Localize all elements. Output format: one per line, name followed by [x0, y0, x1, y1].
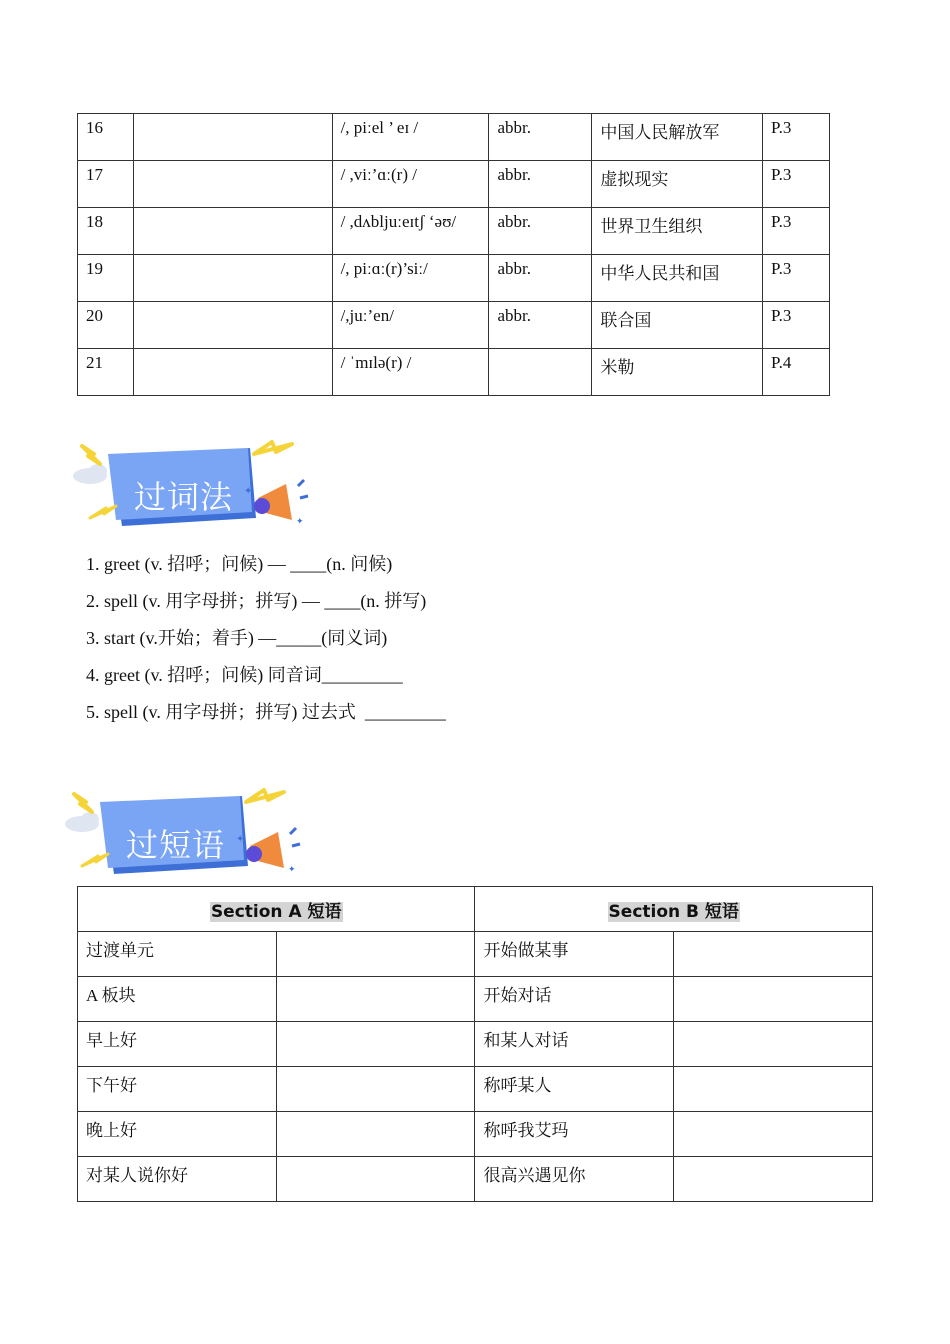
part-of-speech-cell: abbr.	[489, 114, 592, 161]
svg-text:✦: ✦	[288, 865, 296, 875]
phonetic-cell: /, piːel ’ eɪ /	[332, 114, 489, 161]
word-blank-cell[interactable]	[133, 302, 332, 349]
banner-phrases-title: 过短语	[126, 826, 226, 864]
section-b-answer-cell[interactable]	[674, 1067, 873, 1112]
svg-text:✦: ✦	[296, 517, 304, 527]
meaning-cell: 联合国	[592, 302, 763, 349]
section-a-answer-cell[interactable]	[276, 1022, 475, 1067]
phonetic-cell: / ,viː’ɑː(r) /	[332, 161, 489, 208]
part-of-speech-cell: abbr.	[489, 208, 592, 255]
table-row	[78, 114, 830, 161]
section-b-header: Section B 短语	[475, 887, 873, 932]
section-a-answer-cell[interactable]	[276, 932, 475, 977]
section-b-answer-cell[interactable]	[674, 1157, 873, 1202]
meaning-cell: 世界卫生组织	[592, 208, 763, 255]
section-b-phrase-cell: 很高兴遇见你	[475, 1157, 674, 1202]
vocab-table	[77, 113, 830, 396]
section-a-phrase-cell: 早上好	[78, 1022, 277, 1067]
word-blank-cell[interactable]	[133, 161, 332, 208]
section-a-header: Section A 短语	[78, 887, 475, 932]
section-a-answer-cell[interactable]	[276, 977, 475, 1022]
table-row	[78, 1067, 873, 1112]
exercise-item: 1. greet (v. 招呼；问候) — ____(n. 问候)	[86, 554, 393, 574]
table-row	[78, 349, 830, 396]
row-number-cell: 19	[78, 255, 134, 302]
word-blank-cell[interactable]	[133, 255, 332, 302]
section-a-answer-cell[interactable]	[276, 1112, 475, 1157]
section-b-answer-cell[interactable]	[674, 932, 873, 977]
banner-vocab-title: 过词法	[134, 478, 234, 516]
exercise-item: 2. spell (v. 用字母拼；拼写) — ____(n. 拼写)	[86, 591, 427, 611]
table-row	[78, 255, 830, 302]
exercise-item: 4. greet (v. 招呼；问候) 同音词_________	[86, 665, 403, 685]
phonetic-cell: / ˈmɪlə(r) /	[332, 349, 489, 396]
row-number-cell: 21	[78, 349, 134, 396]
word-blank-cell[interactable]	[133, 349, 332, 396]
part-of-speech-cell	[489, 349, 592, 396]
row-number-cell: 16	[78, 114, 134, 161]
table-row	[78, 1157, 873, 1202]
exercise-list	[86, 550, 446, 735]
table-row	[78, 977, 873, 1022]
section-a-phrase-cell: A 板块	[78, 977, 277, 1022]
word-blank-cell[interactable]	[133, 114, 332, 161]
word-blank-cell[interactable]	[133, 208, 332, 255]
svg-text:✦: ✦	[236, 834, 245, 845]
section-a-phrase-cell: 对某人说你好	[78, 1157, 277, 1202]
row-number-cell: 17	[78, 161, 134, 208]
section-b-answer-cell[interactable]	[674, 977, 873, 1022]
banner-phrases	[58, 788, 308, 883]
exercise-item: 5. spell (v. 用字母拼；拼写) 过去式 _________	[86, 702, 446, 722]
page-ref-cell: P.4	[763, 349, 830, 396]
meaning-cell: 中国人民解放军	[592, 114, 763, 161]
section-a-answer-cell[interactable]	[276, 1157, 475, 1202]
row-number-cell: 18	[78, 208, 134, 255]
page-ref-cell: P.3	[763, 114, 830, 161]
phonetic-cell: /, piːɑː(r)’siː/	[332, 255, 489, 302]
page-ref-cell: P.3	[763, 208, 830, 255]
part-of-speech-cell: abbr.	[489, 161, 592, 208]
table-row	[78, 932, 873, 977]
phonetic-cell: / ,dʌbljuːeɪtʃ ‘əʊ/	[332, 208, 489, 255]
section-a-phrase-cell: 晚上好	[78, 1112, 277, 1157]
table-row	[78, 161, 830, 208]
section-b-phrase-cell: 开始做某事	[475, 932, 674, 977]
table-row	[78, 208, 830, 255]
meaning-cell: 米勒	[592, 349, 763, 396]
part-of-speech-cell: abbr.	[489, 302, 592, 349]
section-b-phrase-cell: 开始对话	[475, 977, 674, 1022]
page-ref-cell: P.3	[763, 161, 830, 208]
banner-vocab	[66, 440, 316, 535]
table-row	[78, 1112, 873, 1157]
part-of-speech-cell: abbr.	[489, 255, 592, 302]
svg-text:✦: ✦	[244, 486, 253, 497]
section-b-answer-cell[interactable]	[674, 1112, 873, 1157]
page-ref-cell: P.3	[763, 302, 830, 349]
row-number-cell: 20	[78, 302, 134, 349]
section-b-answer-cell[interactable]	[674, 1022, 873, 1067]
section-b-phrase-cell: 和某人对话	[475, 1022, 674, 1067]
exercise-item: 3. start (v.开始；着手) —_____(同义词)	[86, 628, 388, 648]
meaning-cell: 虚拟现实	[592, 161, 763, 208]
section-a-answer-cell[interactable]	[276, 1067, 475, 1112]
section-a-phrase-cell: 过渡单元	[78, 932, 277, 977]
section-b-phrase-cell: 称呼我艾玛	[475, 1112, 674, 1157]
section-b-phrase-cell: 称呼某人	[475, 1067, 674, 1112]
section-a-phrase-cell: 下午好	[78, 1067, 277, 1112]
table-row	[78, 1022, 873, 1067]
phonetic-cell: /,juː’en/	[332, 302, 489, 349]
meaning-cell: 中华人民共和国	[592, 255, 763, 302]
phrase-table	[77, 886, 873, 1202]
table-row	[78, 302, 830, 349]
page-ref-cell: P.3	[763, 255, 830, 302]
